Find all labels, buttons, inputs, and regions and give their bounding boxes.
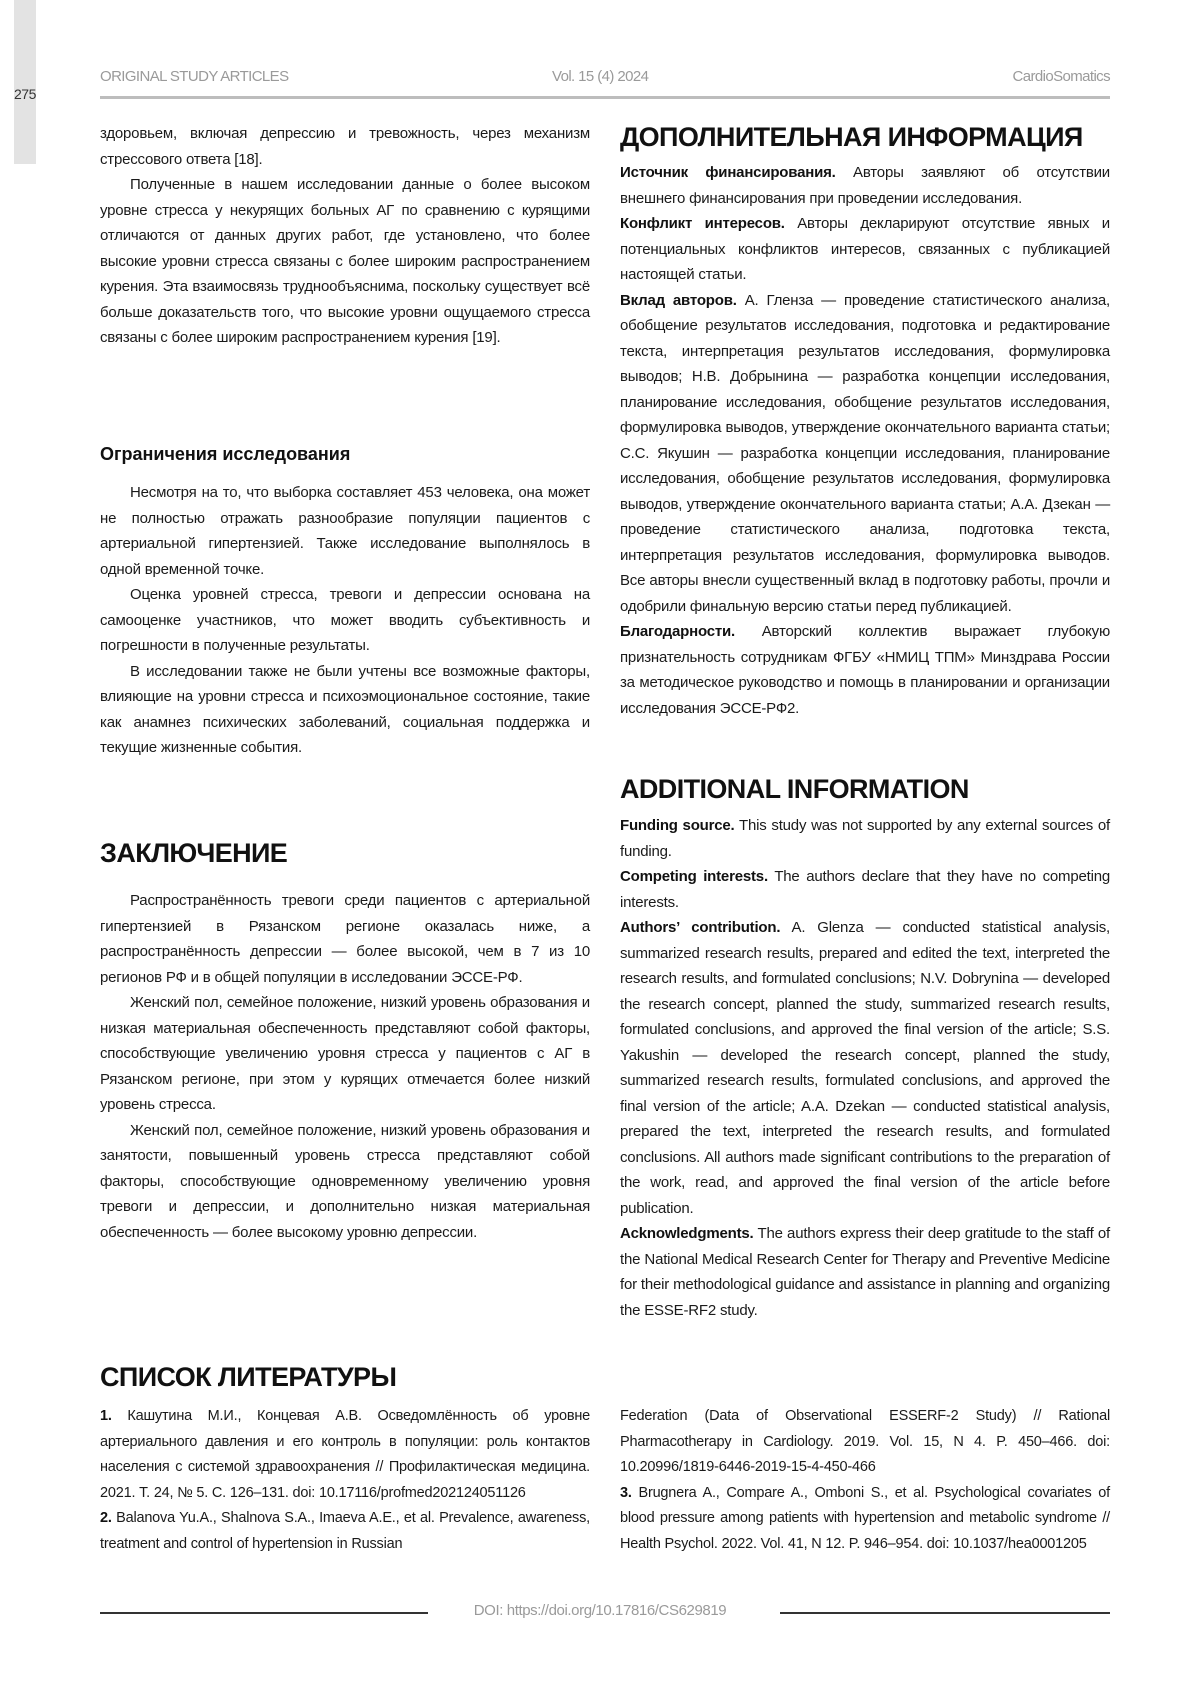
reference-continuation: Federation (Data of Observational ESSERF-2 Study) // Rational Pharmacotherapy in Cardiology. 2019. Vol. 15, N 4. P. 450–466. doi: 10.20996/1819-6446-2019-15-4-450-466 [620,1404,1110,1481]
item-text: Авторский коллектив выражает глубокую признательность сотрудникам ФГБУ «НМИЦ ТПМ» Минздрава России за методическое руководство и помощь в планировании и организации исследования ЭССЕ-РФ2. [620,623,1110,717]
reference-item [100,1506,590,1557]
limitations-text [100,480,590,761]
paragraph: В исследовании также не были учтены все возможные факторы, влияющие на уровни стресса и психоэмоциональное состояние, такие как анамнез психических заболеваний, социальная поддержка и текущие жизненные события. [100,659,590,761]
item-label: Funding source. [620,817,735,834]
discussion-text [100,121,590,351]
info-item [620,864,1110,915]
paragraph: Распространённость тревоги среди пациентов с артериальной гипертензией в Рязанском регионе оказалась ниже, а распространённость депрессии — более высокой, чем в 7 из 10 регионов РФ и в общей популяции в исследовании ЭССЕ-РФ. [100,888,590,990]
volume-label: Vol. 15 (4) 2024 [552,68,648,85]
item-text: The authors express their deep gratitude to the staff of the National Medical Research Center for Therapy and Preventive Medicine for their methodological guidance and assistance in planning and organizing the ESSE-RF2 study. [620,1225,1110,1319]
item-label: Acknowledgments. [620,1225,754,1242]
paragraph: Несмотря на то, что выборка составляет 453 человека, она может не полностью отражать разнообразие популяции пациентов с артериальной гипертензией. Также исследование выполнялось в одной временной точке. [100,480,590,582]
item-text: This study was not supported by any external sources of funding. [620,817,1110,860]
footer-doi[interactable]: DOI: https://doi.org/10.17816/CS629819 [0,1602,1200,1619]
conclusion-text [100,888,590,1245]
item-label: Вклад авторов. [620,292,737,309]
info-item [620,813,1110,864]
additional-info-ru-heading: ДОПОЛНИТЕЛЬНАЯ ИНФОРМАЦИЯ [620,122,1083,153]
reference-item [100,1404,590,1506]
additional-info-en-heading: ADDITIONAL INFORMATION [620,774,969,805]
references-heading: СПИСОК ЛИТЕРАТУРЫ [100,1362,396,1393]
header-divider [100,96,1110,99]
item-text: The authors declare that they have no competing interests. [620,868,1110,911]
journal-name: CardioSomatics [1013,68,1110,85]
reference-text: Кашутина М.И., Концевая А.В. Осведомлённость об уровне артериального давления и его контроль в популяции: роль контактов населения с системой здравоохранения // Профилактическая медицина. 2021. Т. 24, № 5. С. 126–131. doi: 10.17116/profmed202124051126 [100,1408,590,1501]
references-right [620,1404,1110,1557]
item-label: Authors’ contribution. [620,919,780,936]
additional-info-ru [620,160,1110,721]
item-label: Источник финансирования. [620,164,836,181]
info-item [620,1221,1110,1323]
item-label: Благодарности. [620,623,735,640]
page-number: 275 [14,86,48,102]
paragraph: Женский пол, семейное положение, низкий уровень образования и низкая материальная обеспеченность представляют собой факторы, способствующие увеличению уровня стресса у пациентов с АГ в Рязанском регионе, при этом у курящих отмечается более низкий уровень стресса. [100,990,590,1118]
item-label: Конфликт интересов. [620,215,785,232]
info-item [620,915,1110,1221]
conclusion-heading: ЗАКЛЮЧЕНИЕ [100,838,287,869]
reference-number: 2. [100,1510,112,1526]
reference-number: 3. [620,1485,632,1501]
info-item [620,211,1110,288]
paragraph: здоровьем, включая депрессию и тревожность, через механизм стрессового ответа [18]. [100,121,590,172]
limitations-heading: Ограничения исследования [100,444,350,465]
paragraph: Женский пол, семейное положение, низкий уровень образования и занятости, повышенный уровень стресса представляют собой факторы, способствующие одновременному увеличению уровня тревоги и депрессии, и дополнительно низкая материальная обеспеченность — более высокому уровню депрессии. [100,1118,590,1246]
reference-number: 1. [100,1408,112,1424]
item-text: A. Glenza — conducted statistical analysis, summarized research results, prepared and edited the text, interpreted the research results, and formulated conclusions; N.V. Dobrynina — developed the research concept, planned the study, summarized research results, formulated conclusions, and approved the final version of the article; S.S. Yakushin — developed the research concept, planned the study, summarized research results, formulated conclusions, and approved the final version of the article; A.A. Dzekan — conducted statistical analysis, prepared the text, interpreted the research results, and formulated conclusions. All authors made significant contributions to the preparation of the work, read, and approved the final version of the article before publication. [620,919,1110,1217]
item-text: Авторы декларируют отсутствие явных и потенциальных конфликтов интересов, связанных с публикацией настоящей статьи. [620,215,1110,283]
paragraph: Оценка уровней стресса, тревоги и депрессии основана на самооценке участников, что может вводить субъективность и погрешности в полученные результаты. [100,582,590,659]
additional-info-en [620,813,1110,1323]
item-label: Competing interests. [620,868,768,885]
paragraph: Полученные в нашем исследовании данные о более высоком уровне стресса у некурящих больных АГ по сравнению с курящими отличаются от данных других работ, где установлено, что более высокие уровни стресса связаны с более широким распространением курения. Эта взаимосвязь труднообъяснима, поскольку существует всё больше доказательств того, что высокие уровни ощущаемого стресса связаны с более широким распространением курения [19]. [100,172,590,351]
info-item [620,619,1110,721]
info-item [620,160,1110,211]
references-left [100,1404,590,1557]
section-label: ORIGINAL STUDY ARTICLES [100,68,288,85]
item-text: Авторы заявляют об отсутствии внешнего финансирования при проведении исследования. [620,164,1110,207]
reference-text: Balanova Yu.A., Shalnova S.A., Imaeva A.E., et al. Prevalence, awareness, treatment and control of hypertension in Russian [100,1510,590,1552]
item-text: А. Гленза — проведение статистического анализа, обобщение результатов исследования, подготовка и редактирование текста, интерпретация результатов исследования, формулировка выводов; Н.В. Добрынина — разработка концепции исследования, планирование исследования, обобщение результатов исследования, формулировка выводов, утверждение окончательного варианта статьи; С.С. Якушин — разработка концепции исследования, планирование исследования, обобщение результатов исследования, формулировка выводов, утверждение окончательного варианта статьи; А.А. Дзекан — проведение статистического анализа, подготовка текста, интерпретация результатов исследования, формулировка выводов. Все авторы внесли существенный вклад в подготовку работы, прочли и одобрили финальную версию статьи перед публикацией. [620,292,1110,615]
page-tab-strip [14,0,36,164]
reference-item [620,1481,1110,1558]
info-item [620,288,1110,620]
reference-text: Brugnera A., Compare A., Omboni S., et al. Psychological covariates of blood pressure among patients with hypertension and metabolic syndrome // Health Psychol. 2022. Vol. 41, N 12. P. 946–954. doi: 10.1037/hea0001205 [620,1485,1110,1552]
